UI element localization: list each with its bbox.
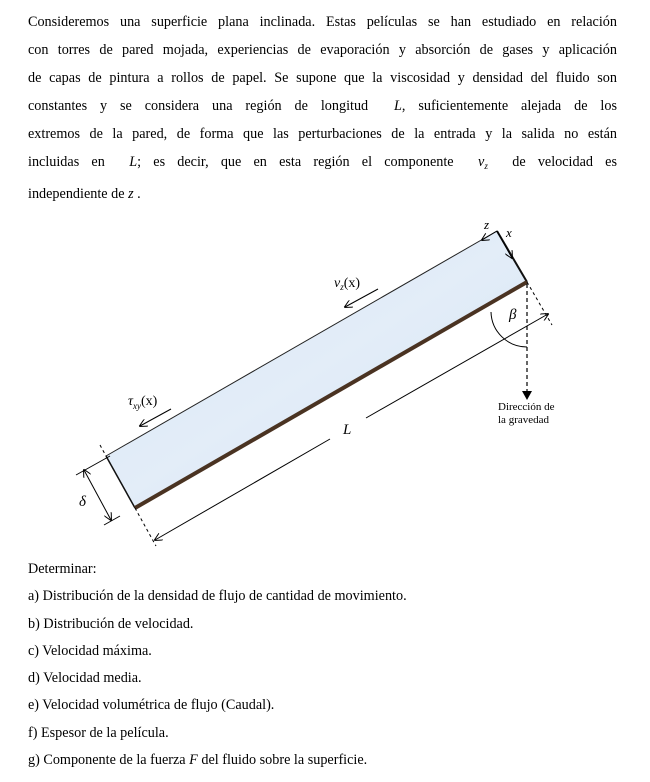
task-item-a: a) Distribución de la densidad de flujo de cantidad de movimiento.	[28, 588, 407, 605]
intro-line-3: de capas de pintura a rollos de papel. Se supone que la viscosidad y densidad del fluido son	[28, 70, 617, 86]
gravity-label-line2: la gravedad	[498, 414, 549, 426]
shear-stress-label	[128, 394, 158, 411]
task-item-g	[28, 747, 407, 774]
intro-line-4	[28, 92, 617, 120]
extension-line-left	[135, 508, 156, 546]
velocity-label	[334, 276, 360, 292]
subscript: z	[484, 161, 488, 171]
thickness-extension-top	[76, 456, 110, 475]
tau: τ	[128, 394, 134, 409]
task-item-f: f) Espesor de la película.	[28, 724, 169, 741]
angle-label: β	[509, 307, 517, 323]
tasks-heading: Determinar:	[28, 561, 97, 577]
text: g) Componente de la fuerza	[28, 752, 186, 769]
v: v	[334, 276, 341, 291]
fluid-film	[106, 231, 527, 508]
var-v: v	[478, 154, 485, 170]
text: incluidas en	[28, 154, 105, 170]
task-item-e: e) Velocidad volumétrica de flujo (Caudal).	[28, 697, 275, 714]
axis-z-label: z	[484, 217, 490, 232]
tasks-list	[28, 556, 407, 774]
gravity-label-line1: Dirección de	[498, 401, 555, 413]
axis-x-label: x	[506, 225, 512, 240]
text: independiente de	[28, 186, 125, 202]
var-z: z	[128, 186, 134, 202]
var-L: L	[129, 154, 138, 170]
length-label: L	[343, 422, 352, 438]
v-sub: z	[340, 282, 344, 292]
var-L: L	[393, 98, 402, 114]
var-vz	[478, 154, 488, 170]
text: ; es decir, que en esta región el componente	[137, 154, 454, 170]
v-arg: (x)	[343, 276, 361, 291]
gravity-arrowhead	[522, 391, 532, 400]
task-item-b: b) Distribución de velocidad.	[28, 615, 194, 632]
film-free-surface	[106, 231, 497, 456]
text: , suficientemente alejada de los	[401, 98, 617, 114]
intro-line-6	[28, 148, 617, 180]
text: constantes y se considera una región de longitud	[28, 98, 369, 114]
tau-arg: (x)	[141, 394, 158, 409]
tau-sub: xy	[133, 401, 142, 411]
intro-line-7	[28, 180, 617, 208]
var-F: F	[189, 752, 198, 769]
text: del fluido sobre la superficie.	[201, 752, 368, 769]
inclined-wall	[135, 282, 527, 508]
text: de velocidad es	[512, 154, 617, 170]
text: .	[137, 186, 141, 202]
film-left-dashed	[100, 445, 106, 456]
intro-line-2: con torres de pared mojada, experiencias de evaporación y absorción de gases y aplicación	[28, 42, 617, 58]
intro-line-5: extremos de la pared, de forma que las perturbaciones de la entrada y la salida no están	[28, 126, 617, 142]
intro-line-1: Consideremos una superficie plana inclinada. Estas películas se han estudiado en relación	[28, 14, 617, 30]
task-item-c: c) Velocidad máxima.	[28, 642, 152, 659]
intro-paragraph	[28, 8, 617, 208]
thickness-extension-bottom	[104, 516, 120, 525]
thickness-dimension	[84, 470, 111, 520]
thickness-label: δ	[79, 494, 86, 510]
inclined-film-diagram	[0, 210, 650, 550]
task-item-d: d) Velocidad media.	[28, 670, 142, 687]
